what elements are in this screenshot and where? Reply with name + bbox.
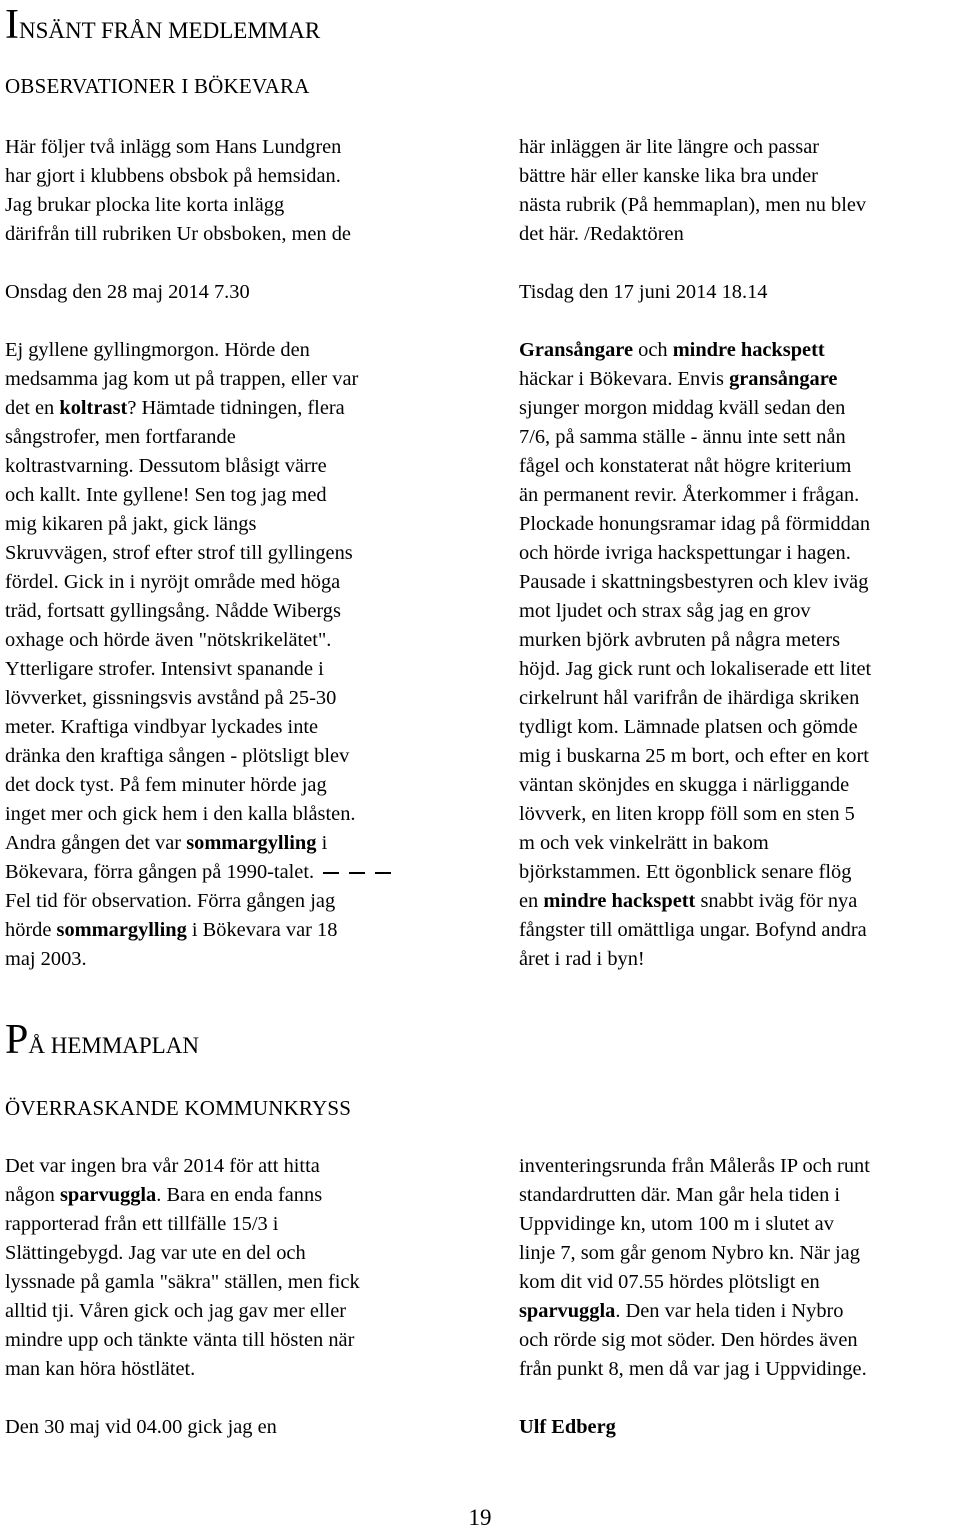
text-line: Det var ingen bra vår 2014 för att hitta [5,1155,320,1177]
text-line: och rörde sig mot söder. Den hördes även [519,1329,858,1351]
text-line: oxhage och hörde även "nötskrikelätet". [5,629,332,651]
text-line: cirkelrunt hål varifrån de ihärdiga skriken [519,687,860,709]
text-line [519,1413,957,1442]
text-line: 7/6, på samma ställe - ännu inte sett nån [519,426,846,448]
text-line: höjd. Jag gick runt och lokaliserade ett litet [519,658,872,680]
bold-species-name: mindre hackspett [672,339,825,361]
text-line: fångster till omättliga ungar. Bofynd andra [519,919,867,941]
text-line: Skruvvägen, strof efter strof till gyllingens [5,542,353,564]
text-line: man kan höra höstlätet. [5,1358,196,1380]
text-line: hörde sommargylling i Bökevara var 18 [5,919,338,941]
text-line: Bökevara, förra gången på 1990-talet. [5,858,453,887]
article-heading-kommunkryss: ÖVERRASKANDE KOMMUNKRYSS [5,1096,352,1120]
text-line: fågel och konstaterat nåt högre kriterium [519,455,852,477]
text-line: det en koltrast? Hämtade tidningen, flera [5,397,345,419]
text-line: Slättingebygd. Jag var ute en del och [5,1242,306,1264]
text-line: meter. Kraftiga vindbyar lyckades inte [5,716,319,738]
column-top-right [519,133,957,974]
text-line: det här. /Redaktören [519,223,684,245]
paragraph [5,133,453,249]
paragraph [519,336,957,974]
bold-species-name: Ulf Edberg [519,1416,616,1438]
text-line: Onsdag den 28 maj 2014 7.30 [5,281,250,303]
text-line: inventeringsrunda från Målerås IP och runt [519,1155,870,1177]
text-line: mig kikaren på jakt, gick längs [5,513,257,535]
text-line: tydligt kom. Lämnade platsen och gömde [519,716,858,738]
text-line: häckar i Bökevara. Envis gransångare [519,368,838,390]
paragraph [5,278,453,307]
text-line: Andra gången det var sommargylling i [5,832,328,854]
text-line: och kallt. Inte gyllene! Sen tog jag med [5,484,327,506]
bold-species-name: koltrast [59,397,128,419]
bold-species-name: gransångare [729,368,838,390]
text-line: mig i buskarna 25 m bort, och efter en kort [519,745,869,767]
text-line: därifrån till rubriken Ur obsboken, men de [5,223,351,245]
dashed-rule [323,872,391,874]
bold-species-name: sommargylling [56,919,187,941]
text-line: sparvuggla. Den var hela tiden i Nybro [519,1300,844,1322]
text-line: sjunger morgon middag kväll sedan den [519,397,846,419]
text-line: lyssnade på gamla "säkra" ställen, men fick [5,1271,360,1293]
column-bottom-left [5,1152,453,1442]
text-line: dränka den kraftiga sången - plötsligt blev [5,745,350,767]
text-line: m och vek vinkelrätt in bakom [519,832,769,854]
section-title-rest: NSÄNT FRÅN MEDLEMMAR [19,18,321,43]
text-line: Uppvidinge kn, utom 100 m i slutet av [519,1213,834,1235]
text-line: standardrutten där. Man går hela tiden i [519,1184,841,1206]
paragraph [519,133,957,249]
text-line: björkstammen. Ett ögonblick senare flög [519,861,852,883]
text-line: medsamma jag kom ut på trappen, eller var [5,368,359,390]
text-line: rapporterad från ett tillfälle 15/3 i [5,1213,279,1235]
column-top-left [5,133,453,974]
text-line: Tisdag den 17 juni 2014 18.14 [519,281,768,303]
text-line: en mindre hackspett snabbt iväg för nya [519,890,858,912]
paragraph [5,336,453,974]
text-line: kom dit vid 07.55 hördes plötsligt en [519,1271,820,1293]
text-line: det dock tyst. På fem minuter hörde jag [5,774,327,796]
text-line: än permanent revir. Återkommer i frågan. [519,484,860,506]
text-line: har gjort i klubbens obsbok på hemsidan. [5,165,341,187]
text-line: bättre här eller kanske lika bra under [519,165,818,187]
text-line: Här följer två inlägg som Hans Lundgren [5,136,342,158]
page-number: 19 [468,1505,492,1530]
bold-species-name: sparvuggla [519,1300,616,1322]
bold-species-name: mindre hackspett [543,890,696,912]
text-line: koltrastvarning. Dessutom blåsigt värre [5,455,327,477]
section-title-hemmaplan [5,1019,199,1061]
text-line: murken björk avbruten på några meters [519,629,841,651]
text-line: Fel tid för observation. Förra gången jag [5,890,336,912]
column-bottom-right [519,1152,957,1442]
section-title-initial: I [5,2,19,48]
text-line: Jag brukar plocka lite korta inlägg [5,194,285,216]
text-line: sångstrofer, men fortfarande [5,426,236,448]
paragraph [5,1152,453,1384]
text-line: Pausade i skattningsbestyren och klev iväg [519,571,869,593]
text-line: från punkt 8, men då var jag i Uppvidinge. [519,1358,867,1380]
text-line: väntan skönjdes en skugga i närliggande [519,774,850,796]
section-title-insant [5,4,320,46]
section-title-rest: Å HEMMAPLAN [28,1033,199,1058]
text-line: lövverk, en liten kropp föll som en sten 5 [519,803,855,825]
text-line: Ytterligare strofer. Intensivt spanande i [5,658,324,680]
text-line: mot ljudet och strax såg jag en grov [519,600,811,622]
paragraph [519,278,957,307]
paragraph [519,1152,957,1384]
section-title-initial: P [5,1017,29,1063]
text-line: Plockade honungsramar idag på förmiddan [519,513,871,535]
article-heading-observationer: OBSERVATIONER I BÖKEVARA [5,74,310,98]
text-line: fördel. Gick in i nyröjt område med höga [5,571,341,593]
bold-species-name: Gransångare [519,339,634,361]
text-line: någon sparvuggla. Bara en enda fanns [5,1184,323,1206]
text-line: och hörde ivriga hackspettungar i hagen. [519,542,851,564]
text-line: lövverket, gissningsvis avstånd på 25-30 [5,687,337,709]
text-line: Ej gyllene gyllingmorgon. Hörde den [5,339,310,361]
bold-species-name: sparvuggla [59,1184,157,1206]
text-line: inget mer och gick hem i den kalla blåsten. [5,803,356,825]
paragraph [519,1413,957,1442]
paragraph [5,1413,453,1442]
text-line: här inläggen är lite längre och passar [519,136,820,158]
text-line: träd, fortsatt gyllingsång. Nådde Wibergs [5,600,341,622]
text-line: året i rad i byn! [519,948,645,970]
text-line: Den 30 maj vid 04.00 gick jag en [5,1416,277,1438]
text-line: alltid tji. Våren gick och jag gav mer eller [5,1300,347,1322]
text-line: mindre upp och tänkte vänta till hösten när [5,1329,355,1351]
text-line: linje 7, som går genom Nybro kn. När jag [519,1242,860,1264]
text-line: maj 2003. [5,948,87,970]
text-line: Gransångare och mindre hackspett [519,339,825,361]
text-line: nästa rubrik (På hemmaplan), men nu blev [519,194,867,216]
bold-species-name: sommargylling [186,832,317,854]
